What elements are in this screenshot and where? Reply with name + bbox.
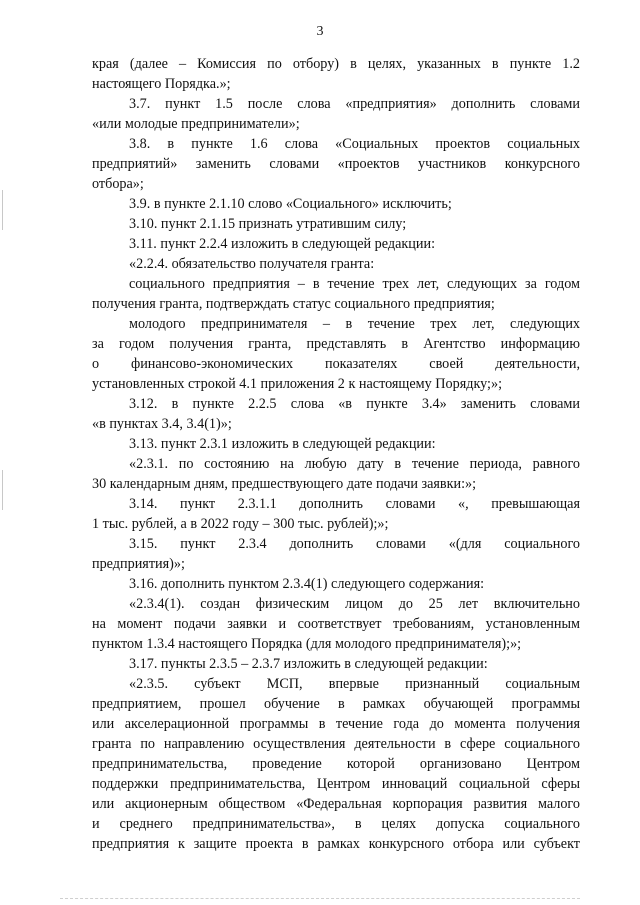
text-line: предприятий» заменить словами «проектов участников конкурсного bbox=[92, 156, 580, 172]
text-line: гранта по направлению осуществления деятельности в сфере социального bbox=[92, 736, 580, 752]
text-line: 3.14. пункт 2.3.1.1 дополнить словами «, превышающая bbox=[129, 496, 580, 512]
scan-edge-mark-top bbox=[2, 190, 3, 230]
text-line: «2.3.4(1). создан физическим лицом до 25 лет включительно bbox=[129, 596, 580, 612]
text-line: предпринимательства, проведение которой организовано Центром bbox=[92, 756, 580, 772]
document-body bbox=[92, 54, 580, 854]
text-line: «или молодые предприниматели»; bbox=[92, 116, 300, 132]
text-line: на момент подачи заявки и соответствует требованиям, установленным bbox=[92, 616, 580, 632]
text-line: 1 тыс. рублей, а в 2022 году – 300 тыс. рублей);»; bbox=[92, 516, 389, 532]
text-line: края (далее – Комиссия по отбору) в целях, указанных в пункте 1.2 bbox=[92, 56, 580, 72]
text-line: установленных строкой 4.1 приложения 2 к настоящему Порядку;»; bbox=[92, 376, 503, 392]
text-line: за годом получения гранта, представлять в Агентство информацию bbox=[92, 336, 580, 352]
text-line: 3.10. пункт 2.1.15 признать утратившим силу; bbox=[129, 216, 407, 232]
text-line: 3.12. в пункте 2.2.5 слова «в пункте 3.4» заменить словами bbox=[129, 396, 580, 412]
text-line: «2.3.5. субъект МСП, впервые признанный социальным bbox=[129, 676, 580, 692]
text-line: 3.16. дополнить пунктом 2.3.4(1) следующего содержания: bbox=[129, 576, 485, 592]
text-line: 3.11. пункт 2.2.4 изложить в следующей редакции: bbox=[129, 236, 436, 252]
text-line: 3.15. пункт 2.3.4 дополнить словами «(для социального bbox=[129, 536, 580, 552]
page-number: 3 bbox=[316, 24, 324, 39]
text-line: о финансово-экономических показателях своей деятельности, bbox=[92, 356, 580, 372]
text-line: получения гранта, подтверждать статус социального предприятия; bbox=[92, 296, 495, 312]
text-line: предприятия)»; bbox=[92, 556, 185, 572]
text-line: 3.17. пункты 2.3.5 – 2.3.7 изложить в следующей редакции: bbox=[129, 656, 488, 672]
scan-footer-artifact bbox=[60, 898, 580, 901]
text-line: 3.8. в пункте 1.6 слова «Социальных проектов социальных bbox=[129, 136, 580, 152]
text-line: или акселерационной программы в течение года до момента получения bbox=[92, 716, 580, 732]
text-line: молодого предпринимателя – в течение трех лет, следующих bbox=[129, 316, 580, 332]
text-line: поддержки предпринимательства, Центром инноваций социальной сферы bbox=[92, 776, 580, 792]
text-line: отбора»; bbox=[92, 176, 144, 192]
text-line: 3.9. в пункте 2.1.10 слово «Социального» исключить; bbox=[129, 196, 452, 212]
text-line: 3.7. пункт 1.5 после слова «предприятия» дополнить словами bbox=[129, 96, 580, 112]
text-line: 3.13. пункт 2.3.1 изложить в следующей редакции: bbox=[129, 436, 436, 452]
text-line: и среднего предпринимательства», в целях допуска социального bbox=[92, 816, 580, 832]
text-line: пунктом 1.3.4 настоящего Порядка (для молодого предпринимателя);»; bbox=[92, 636, 522, 652]
text-line: настоящего Порядка.»; bbox=[92, 76, 231, 92]
text-line: или акционерным обществом «Федеральная корпорация развития малого bbox=[92, 796, 580, 812]
scan-edge-mark-bottom bbox=[2, 470, 3, 510]
text-line: «2.3.1. по состоянию на любую дату в течение периода, равного bbox=[129, 456, 580, 472]
text-line: социального предприятия – в течение трех лет, следующих за годом bbox=[129, 276, 580, 292]
text-line: 30 календарным дням, предшествующего дате подачи заявки:»; bbox=[92, 476, 477, 492]
text-line: «2.2.4. обязательство получателя гранта: bbox=[129, 256, 375, 272]
text-line: предприятием, прошел обучение в рамках обучающей программы bbox=[92, 696, 580, 712]
text-line: «в пунктах 3.4, 3.4(1)»; bbox=[92, 416, 232, 432]
text-line: предприятия к защите проекта в рамках конкурсного отбора или субъект bbox=[92, 836, 580, 852]
